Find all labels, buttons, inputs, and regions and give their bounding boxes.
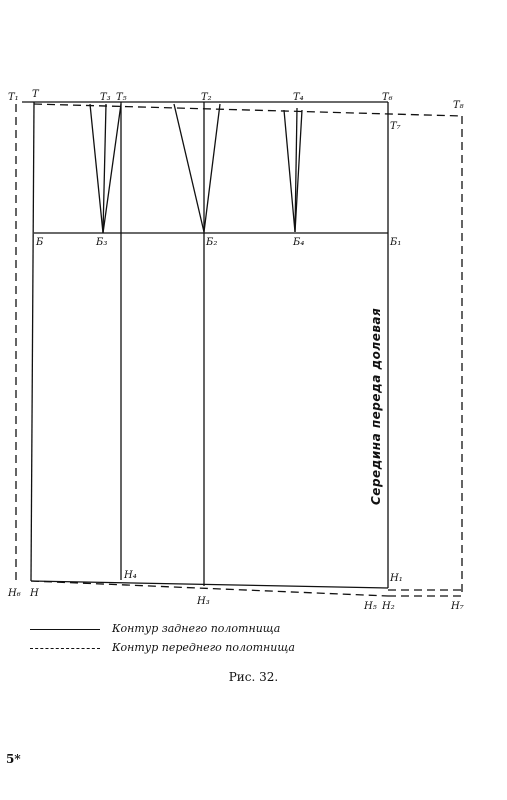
- label-H2: Н₂: [382, 601, 395, 612]
- back-left-side-line: [31, 102, 34, 581]
- label-H3: Н₃: [197, 596, 210, 607]
- label-T1: Т₁: [8, 92, 19, 103]
- label-B4: Б₄: [293, 237, 305, 248]
- label-H4: Н₄: [124, 570, 137, 581]
- dart-right: [284, 110, 302, 232]
- label-H: Н: [30, 588, 39, 599]
- label-T4: Т₄: [293, 92, 304, 103]
- label-H5: Н₅: [364, 601, 377, 612]
- label-T7: Т₇: [390, 121, 401, 132]
- page-number: 5*: [6, 752, 21, 766]
- dart-middle: [174, 104, 220, 232]
- label-T2: Т₂: [201, 92, 212, 103]
- label-H7: Н₇: [451, 601, 464, 612]
- label-B2: Б₂: [206, 237, 218, 248]
- figure-caption: Рис. 32.: [228, 670, 279, 684]
- back-hem-line: [31, 581, 388, 588]
- label-H6: Н₆: [8, 588, 21, 599]
- legend-solid-text: Контур заднего полотнища: [112, 622, 281, 635]
- label-B3: Б₃: [96, 237, 108, 248]
- legend-solid-line: [30, 629, 100, 630]
- center-front-label: Середина переда долевая: [369, 307, 383, 505]
- label-T8: Т₈: [453, 100, 464, 111]
- label-T: Т: [32, 89, 39, 100]
- legend-dashed-text: Контур переднего полотнища: [112, 641, 295, 654]
- label-T5: Т₅: [116, 92, 127, 103]
- label-B1: Б₁: [390, 237, 402, 248]
- front-hem-line: [31, 581, 388, 596]
- label-T3: Т₃: [100, 92, 111, 103]
- front-waist-line: [34, 104, 462, 116]
- label-B: Б: [36, 237, 44, 248]
- legend-dashed-line: [30, 648, 100, 649]
- label-T6: Т₆: [382, 92, 393, 103]
- label-H1: Н₁: [390, 573, 403, 584]
